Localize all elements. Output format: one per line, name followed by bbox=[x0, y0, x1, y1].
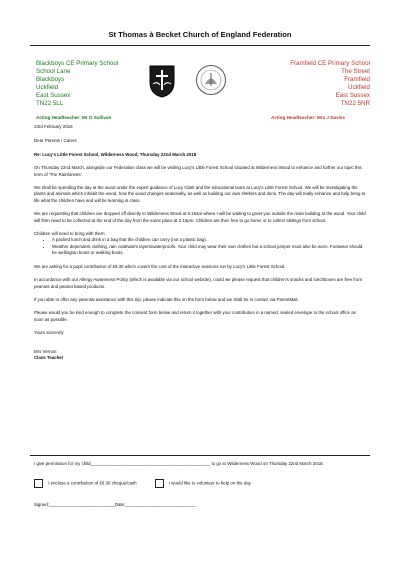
address-line: Framfield bbox=[344, 75, 370, 83]
sign-off: Yours sincerely bbox=[34, 330, 64, 336]
paragraph: We are asking for a pupil contribution of £6.30 which covers the cost of the interactive sessions run by Lucy's Little Forest School. bbox=[34, 263, 286, 269]
signature-line[interactable]: Signed:___________________________Date:_____________________________ bbox=[34, 502, 197, 508]
letter-subject: Re: Lucy's Little Forest School, Wilderness Wood, Thursday 22nd March 2018 bbox=[34, 151, 197, 157]
contribution-checkbox[interactable] bbox=[34, 479, 43, 488]
address-line: School Lane bbox=[36, 67, 71, 75]
address-line: Framfield CE Primary School bbox=[290, 60, 370, 67]
address-line: Blackboys bbox=[36, 75, 65, 83]
paragraph: Children will need to bring with them: bbox=[34, 231, 106, 237]
form-divider bbox=[30, 455, 370, 456]
crest-logo bbox=[148, 64, 176, 98]
signatory-role: Class Teacher bbox=[34, 354, 64, 360]
volunteer-label: I would like to volunteer to help on the day bbox=[168, 481, 251, 487]
consent-form bbox=[34, 461, 366, 509]
address-line: The Street bbox=[341, 67, 370, 75]
address-line: Uckfield bbox=[347, 83, 370, 91]
paragraph: On Thursday 22nd March, alongside our Federation class we will be visiting Lucy's Little Forest School situated at Wilderness Wood to enhance and further our topic this term of 'The Rainforests'. bbox=[34, 165, 362, 177]
paragraph: In accordance with our Allergy Awareness Policy (which is available via our school website), could we please request that children's snacks and lunchboxes are free from peanuts and peanut based products. bbox=[34, 277, 363, 289]
address-line: Blackboys CE Primary School bbox=[36, 60, 119, 67]
consent-options bbox=[34, 479, 366, 488]
letter-body bbox=[34, 124, 366, 361]
left-headteacher: Acting Headteacher: Mr G Sullivan bbox=[36, 115, 112, 120]
contribution-option[interactable] bbox=[34, 479, 137, 488]
list-item: • A packed lunch and drink in a bag that the children can carry (not a plastic bag). bbox=[52, 237, 366, 243]
paragraph: If you able to offer any parental assistance with this trip, please indicate this on the form below and we shall be in contact via ParentMail. bbox=[34, 296, 299, 302]
volunteer-option[interactable] bbox=[155, 479, 251, 488]
volunteer-checkbox[interactable] bbox=[155, 479, 164, 488]
seal-logo bbox=[195, 64, 227, 96]
contribution-label: I enclose a contribution of £6.30 cheque/cash bbox=[48, 481, 137, 487]
list-item: • Weather dependent clothing, rain coat/warm layers/waterproofs. Your child may wear their own clothes but a school jumper must also be worn. Footwear should be wellington boots or walking boots. bbox=[52, 244, 366, 257]
permission-line: I give permission for my child_________________________________________________ to go to Wilderness Wood on Thursday 22nd March 2018. bbox=[34, 461, 324, 466]
title-divider bbox=[30, 45, 370, 46]
right-school-address bbox=[290, 60, 370, 107]
right-headteacher: Acting Headteacher: Mrs J Davies bbox=[271, 115, 346, 120]
address-line: Uckfield bbox=[36, 83, 59, 91]
signatory-name: Mrs Vernon bbox=[34, 348, 57, 354]
address-line: East Sussex bbox=[36, 91, 71, 99]
federation-title: St Thomas à Becket Church of England Federation bbox=[108, 30, 292, 39]
paragraph: Please would you be kind enough to complete the consent form below and return it together with your contribution in a named, sealed envelope to the school office as soon as possible. bbox=[34, 310, 356, 322]
bring-list bbox=[34, 237, 366, 256]
paragraph: We shall be spending the day at the wood under the expert guidance of Lucy Clark and the educational team at Lucy's Little Forest School. We will be investigating the plants and animals which inhabit the wood, how the wood changes seasonally, as well as building our own shelters and dens. The day will really enhance and help bring to life what the children have and will be learning in class. bbox=[34, 185, 366, 203]
address-line: TN22 5LL bbox=[36, 99, 64, 107]
salutation: Dear Parents / Carers bbox=[34, 138, 77, 144]
address-line: TN22 5NR bbox=[340, 99, 370, 107]
left-school-address bbox=[36, 60, 118, 107]
paragraph: We are requesting that children are dropped off directly to Wilderness Wood at 9.15am where I will be waiting to greet you outside the main building at the wood. Your child will then need to be collected at the end of the day from the same place at 2.15pm. Children are then free to go home or to collect siblings from school. bbox=[34, 211, 366, 223]
address-line: East Sussex bbox=[335, 91, 370, 99]
letter-date: 23rd February 2018 bbox=[34, 124, 73, 129]
